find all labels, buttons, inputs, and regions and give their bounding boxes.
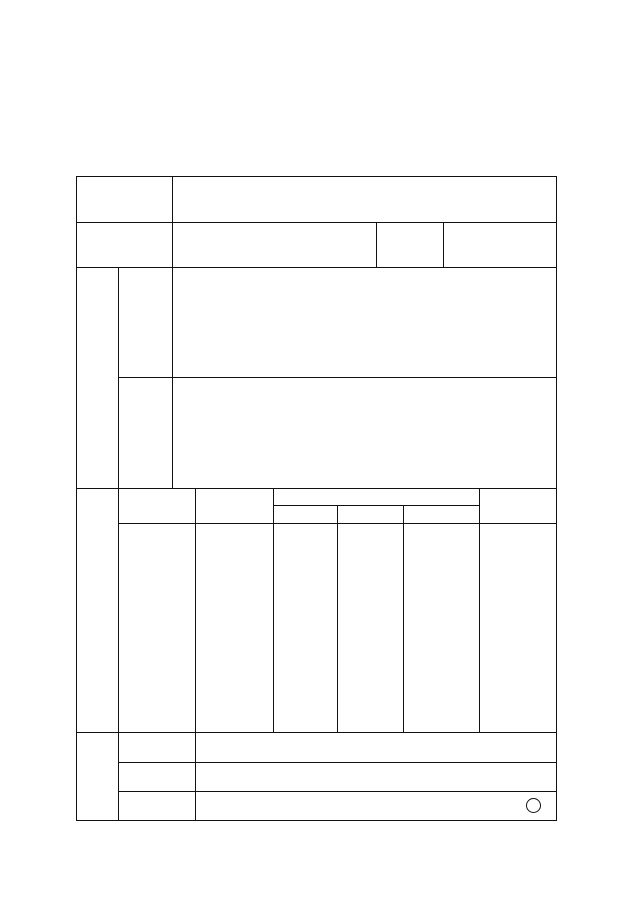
repair-location-field[interactable] xyxy=(445,224,555,266)
materials-group-label-col2 xyxy=(98,497,114,725)
estimate-group-label xyxy=(89,745,105,807)
estimate-address-field[interactable] xyxy=(197,764,555,790)
seal-mark-icon xyxy=(526,798,541,813)
necessity-group-label xyxy=(89,290,105,470)
applicant-name-field[interactable] xyxy=(174,178,555,221)
estimate-name-field[interactable] xyxy=(197,793,517,819)
building-structure-field[interactable] xyxy=(174,224,375,266)
repair-scale-field[interactable] xyxy=(174,379,555,487)
damage-status-field[interactable] xyxy=(174,269,555,376)
materials-group-label-col1 xyxy=(80,497,96,725)
